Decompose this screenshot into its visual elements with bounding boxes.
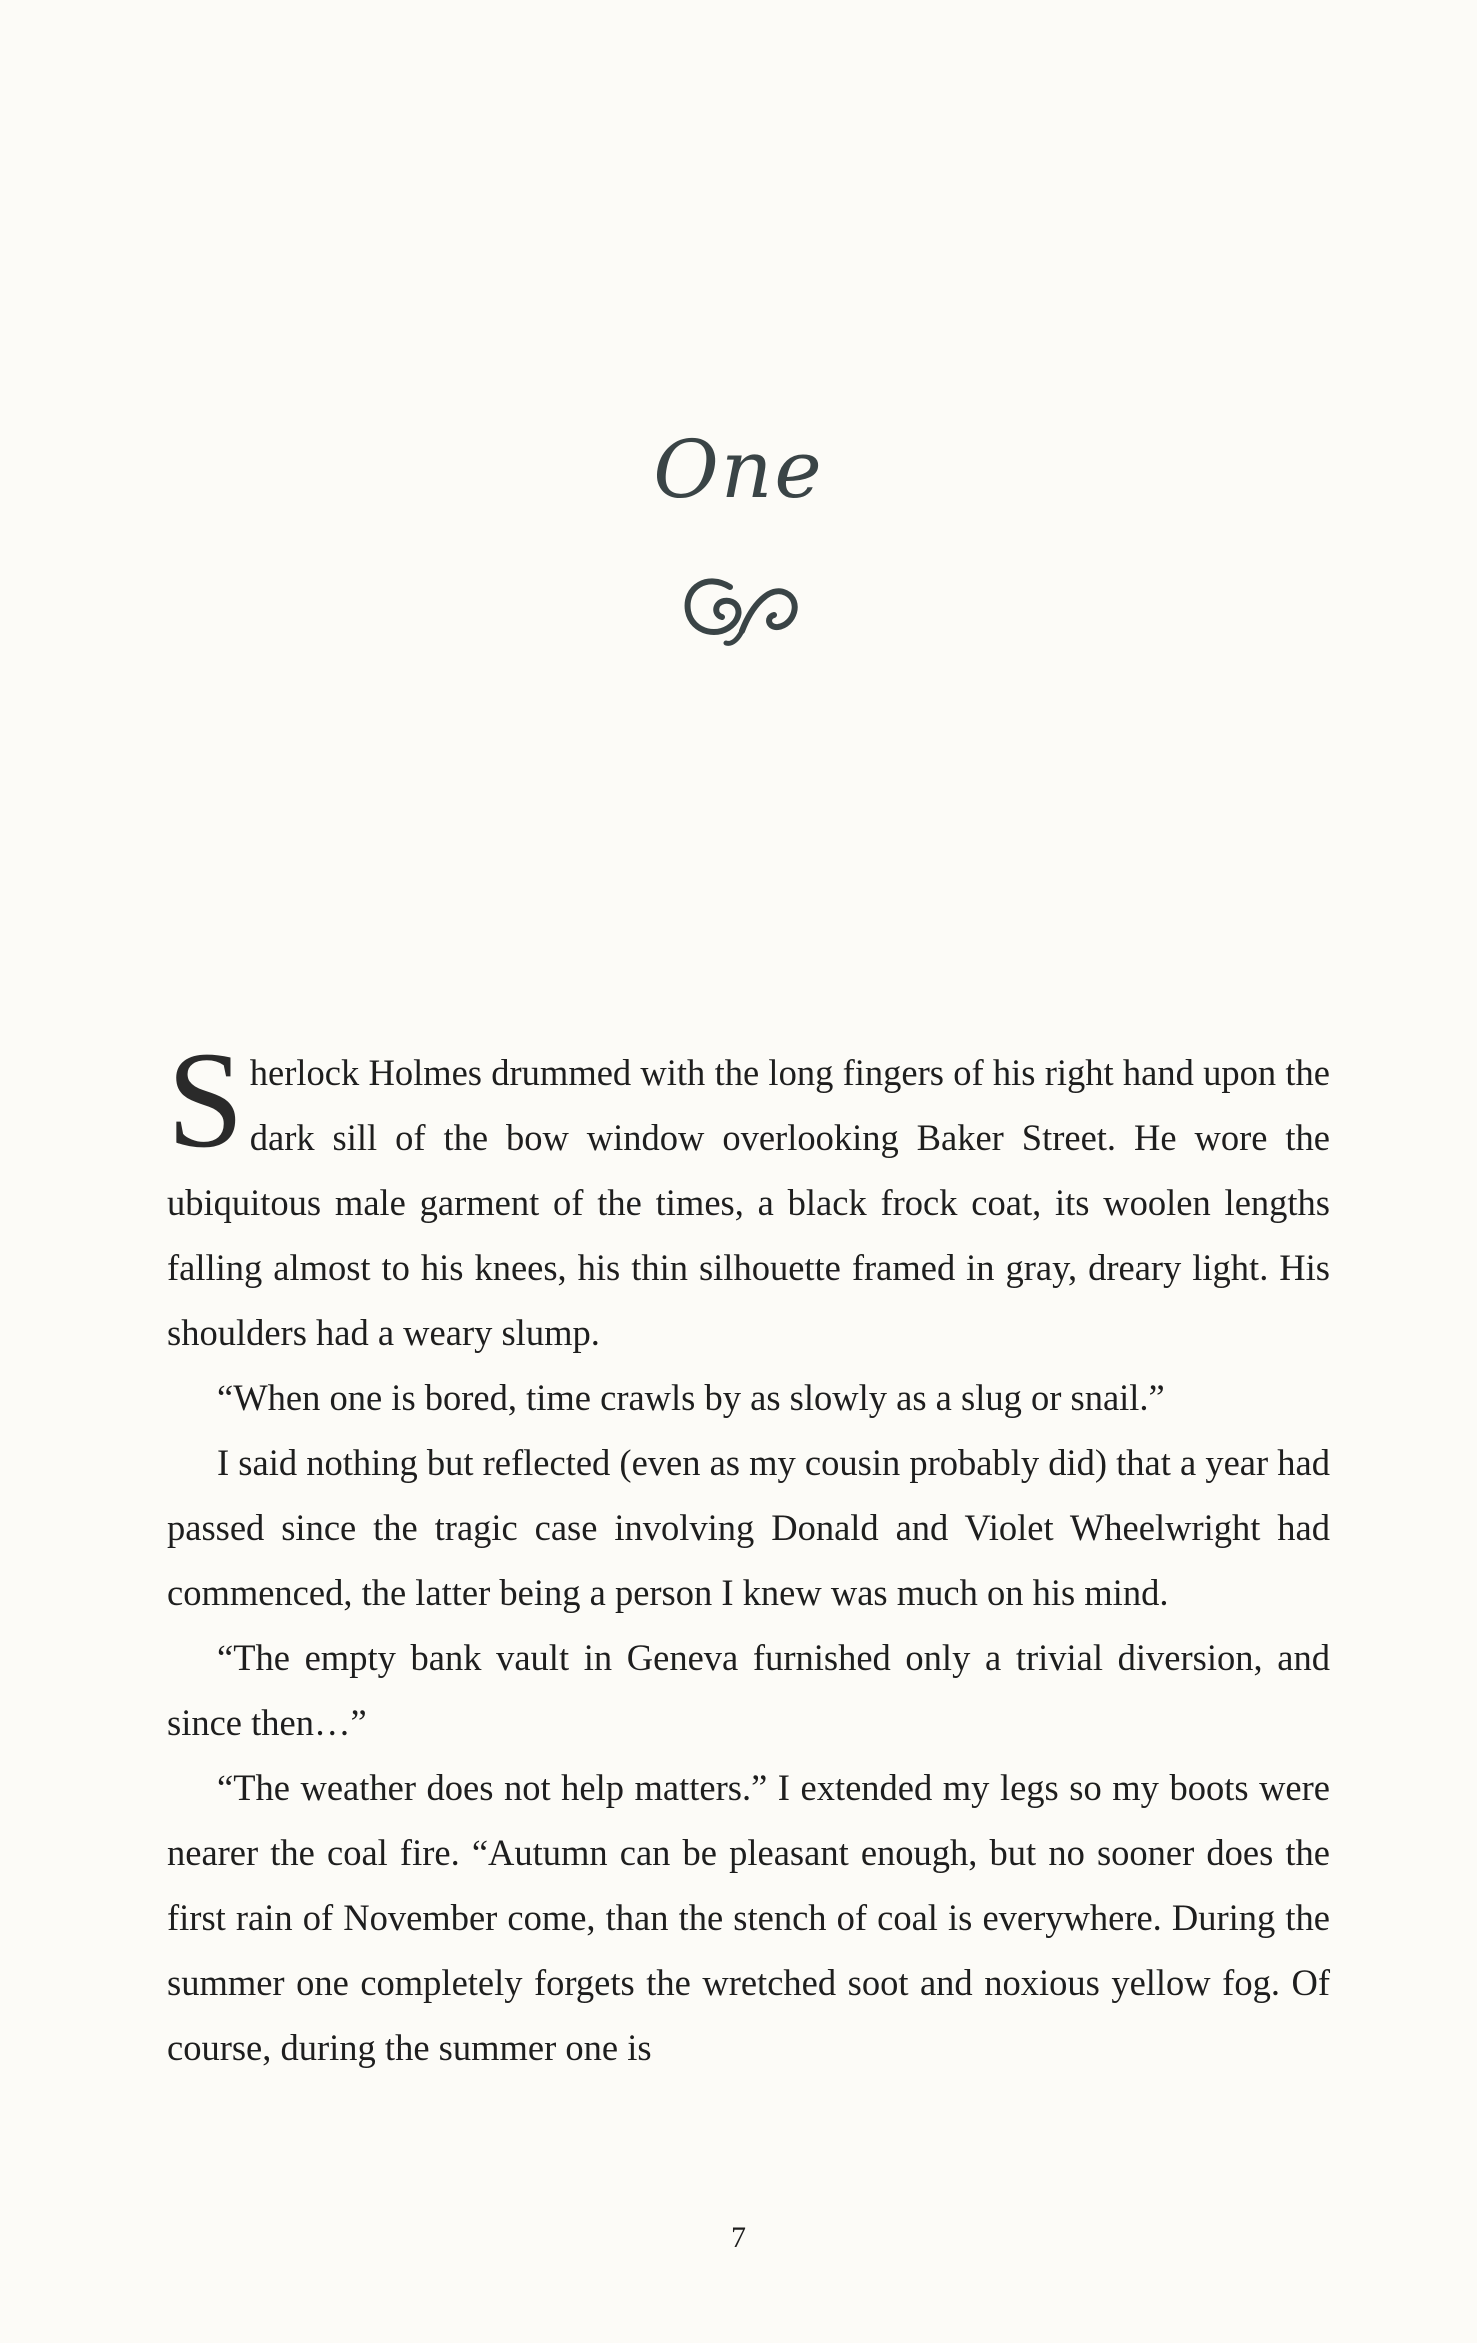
paragraph: “The weather does not help matters.” I extended my legs so my boots were nearer the coal fire. “Autumn can be pleasant enough, but no sooner does the first rain of November come, than the stench of coal is everywhere. During the summer one completely forgets the wretched soot and noxious yellow fog. Of course, during the summer one is xyxy=(167,1767,1330,2068)
paragraph: “When one is bored, time crawls by as slowly as a slug or snail.” xyxy=(217,1377,1165,1418)
chapter-body xyxy=(167,1023,1330,2080)
drop-cap: S xyxy=(167,1023,244,1176)
page-number: 7 xyxy=(731,2221,746,2254)
paragraph-text: herlock Holmes drummed with the long fingers of his right hand upon the dark sill of the bow window overlooking Baker Street. He wore the ubiquitous male garment of the times, a black frock coat, its woolen lengths falling almost to his knees, his thin silhouette framed in gray, dreary light. His shoulders had a weary slump. xyxy=(167,1052,1330,1353)
paragraph xyxy=(167,1023,1330,1365)
paragraph: I said nothing but reflected (even as my cousin probably did) that a year had passed since the tragic case involving Donald and Violet Wheelwright had commenced, the latter being a person I knew was much on his mind. xyxy=(167,1442,1330,1613)
paragraph: “The empty bank vault in Geneva furnished only a trivial diversion, and since then…” xyxy=(167,1637,1330,1743)
swirl-ornament-icon xyxy=(678,565,808,655)
chapter-title: One xyxy=(653,423,824,516)
